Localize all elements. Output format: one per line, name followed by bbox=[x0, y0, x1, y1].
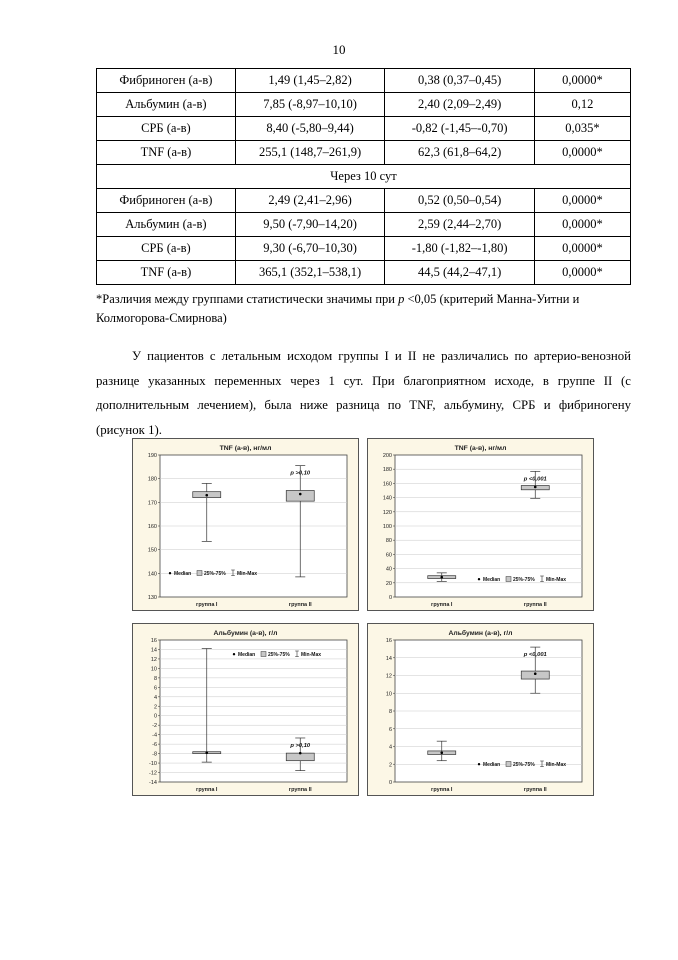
iqr-box bbox=[521, 671, 549, 679]
x-tick-label: группа I bbox=[196, 602, 218, 608]
y-tick-label: 2 bbox=[153, 704, 157, 711]
y-tick-label: 130 bbox=[147, 595, 157, 601]
median-point bbox=[440, 576, 443, 579]
y-tick-label: 180 bbox=[382, 467, 392, 474]
legend-box-label: 25%-75% bbox=[204, 571, 226, 577]
p-value: 0,12 bbox=[534, 93, 630, 117]
group1-value: 7,85 (-8,97–10,10) bbox=[235, 93, 385, 117]
y-tick-label: 12 bbox=[150, 656, 157, 663]
y-tick-label: 4 bbox=[388, 744, 392, 751]
legend-range-label: Min-Max bbox=[237, 571, 257, 577]
footnote-p-symbol: p bbox=[398, 292, 405, 306]
p-value: 0,0000* bbox=[534, 141, 630, 165]
legend-range-label: Min-Max bbox=[546, 577, 566, 583]
group2-value: 0,52 (0,50–0,54) bbox=[385, 189, 535, 213]
legend-box-marker bbox=[261, 652, 266, 657]
group2-value: 62,3 (61,8–64,2) bbox=[385, 141, 535, 165]
y-tick-label: 160 bbox=[382, 481, 392, 488]
plot-area bbox=[160, 640, 347, 782]
y-tick-label: -14 bbox=[149, 780, 157, 786]
y-tick-label: 8 bbox=[388, 709, 392, 715]
row-label: Фибриноген (а-в) bbox=[97, 69, 236, 93]
table-row bbox=[97, 189, 631, 213]
chart-title: Альбумин (а-в), г/л bbox=[213, 630, 278, 637]
y-tick-label: 10 bbox=[385, 691, 392, 698]
y-tick-label: 100 bbox=[382, 524, 392, 530]
row-label: TNF (а-в) bbox=[97, 261, 236, 285]
footnote-before: *Различия между группами статистически значимы при bbox=[96, 292, 399, 306]
chart-albumin-lethal bbox=[132, 623, 359, 796]
y-tick-label: 10 bbox=[150, 666, 157, 673]
chart-tnf-lethal bbox=[132, 438, 359, 611]
row-label: СРБ (а-в) bbox=[97, 117, 236, 141]
y-tick-label: 16 bbox=[385, 638, 392, 644]
p-annotation: p >0,10 bbox=[290, 470, 311, 477]
x-tick-label: группа II bbox=[288, 787, 312, 793]
y-tick-label: 200 bbox=[382, 453, 392, 459]
table-body-10days bbox=[97, 189, 631, 285]
x-tick-label: группа II bbox=[288, 602, 312, 608]
results-paragraph: У пациентов с летальным исходом группы I и II не различались по артерио-венозной разнице указанных переменных через 1 сут. При благоприятном исходе, в группе II (с дополнительным лечением), была ниже разница по TNF, альбумину, СРБ и фибриногену (рисунок 1). bbox=[96, 349, 631, 437]
p-value: 0,0000* bbox=[534, 237, 630, 261]
p-value: 0,0000* bbox=[534, 189, 630, 213]
legend-box-label: 25%-75% bbox=[513, 577, 535, 583]
y-tick-label: 14 bbox=[385, 655, 392, 662]
group1-value: 9,50 (-7,90–14,20) bbox=[235, 213, 385, 237]
table-row bbox=[97, 237, 631, 261]
section-label: Через 10 сут bbox=[97, 165, 631, 189]
median-point bbox=[205, 494, 208, 497]
chart-title: Альбумин (а-в), г/л bbox=[448, 630, 513, 637]
legend-box-marker bbox=[506, 577, 511, 582]
legend-median-label: Median bbox=[483, 762, 501, 768]
legend-median-marker bbox=[478, 578, 480, 580]
y-tick-label: 80 bbox=[385, 538, 392, 545]
legend-median-marker bbox=[478, 763, 480, 765]
legend-median-label: Median bbox=[174, 571, 192, 577]
chart-tnf-survivors bbox=[367, 438, 594, 611]
table-section-row bbox=[97, 165, 631, 189]
x-tick-label: группа I bbox=[431, 787, 453, 793]
y-tick-label: 6 bbox=[388, 726, 392, 733]
y-tick-label: 160 bbox=[147, 524, 157, 530]
row-label: СРБ (а-в) bbox=[97, 237, 236, 261]
p-annotation: p <0,001 bbox=[523, 652, 547, 659]
y-tick-label: 190 bbox=[147, 453, 157, 459]
chart-svg-tnf-survivors bbox=[368, 439, 593, 610]
y-tick-label: 140 bbox=[147, 571, 157, 578]
group2-value: 2,59 (2,44–2,70) bbox=[385, 213, 535, 237]
y-tick-label: 4 bbox=[153, 694, 157, 701]
legend-median-marker bbox=[233, 653, 235, 655]
legend-box-label: 25%-75% bbox=[268, 652, 290, 658]
group1-value: 365,1 (352,1–538,1) bbox=[235, 261, 385, 285]
chart-title: TNF (а-в), нг/мл bbox=[219, 445, 272, 452]
x-tick-label: группа II bbox=[523, 787, 547, 793]
median-point bbox=[205, 751, 208, 754]
page-number: 10 bbox=[332, 42, 346, 57]
y-tick-label: 140 bbox=[382, 495, 392, 502]
chart-title: TNF (а-в), нг/мл bbox=[454, 445, 507, 452]
p-value: 0,035* bbox=[534, 117, 630, 141]
y-tick-label: 60 bbox=[385, 552, 392, 559]
y-tick-label: -2 bbox=[152, 723, 157, 730]
median-point bbox=[534, 672, 537, 675]
table-row bbox=[97, 141, 631, 165]
y-tick-label: -8 bbox=[152, 751, 157, 758]
group1-value: 2,49 (2,41–2,96) bbox=[235, 189, 385, 213]
table-row bbox=[97, 69, 631, 93]
row-label: TNF (а-в) bbox=[97, 141, 236, 165]
row-label: Альбумин (а-в) bbox=[97, 213, 236, 237]
legend-box-label: 25%-75% bbox=[513, 762, 535, 768]
x-tick-label: группа I bbox=[431, 602, 453, 608]
y-tick-label: 12 bbox=[385, 673, 392, 680]
y-tick-label: 120 bbox=[382, 509, 392, 516]
row-label: Фибриноген (а-в) bbox=[97, 189, 236, 213]
y-tick-label: 0 bbox=[388, 780, 392, 786]
table-footnote bbox=[96, 290, 636, 328]
p-value: 0,0000* bbox=[534, 69, 630, 93]
row-label: Альбумин (а-в) bbox=[97, 93, 236, 117]
iqr-box bbox=[286, 491, 314, 502]
group2-value: -0,82 (-1,45–-0,70) bbox=[385, 117, 535, 141]
median-point bbox=[534, 486, 537, 489]
legend-range-label: Min-Max bbox=[546, 762, 566, 768]
y-tick-label: -12 bbox=[149, 770, 157, 777]
y-tick-label: 170 bbox=[147, 500, 157, 507]
group2-value: -1,80 (-1,82–-1,80) bbox=[385, 237, 535, 261]
group1-value: 9,30 (-6,70–10,30) bbox=[235, 237, 385, 261]
median-point bbox=[299, 752, 302, 755]
table-row bbox=[97, 261, 631, 285]
legend-median-label: Median bbox=[238, 652, 256, 658]
chart-albumin-survivors bbox=[367, 623, 594, 796]
y-tick-label: -6 bbox=[152, 742, 157, 749]
footnote-after: <0,05 (критерий Манна-Уитни и Колмогорова-Смирнова) bbox=[96, 292, 580, 325]
group1-value: 8,40 (-5,80–9,44) bbox=[235, 117, 385, 141]
group2-value: 44,5 (44,2–47,1) bbox=[385, 261, 535, 285]
table-section bbox=[97, 165, 631, 189]
group2-value: 0,38 (0,37–0,45) bbox=[385, 69, 535, 93]
y-tick-label: 2 bbox=[388, 762, 392, 769]
p-annotation: p <0,001 bbox=[523, 476, 547, 483]
y-tick-label: 40 bbox=[385, 566, 392, 573]
chart-svg-tnf-lethal bbox=[133, 439, 358, 610]
table-row bbox=[97, 213, 631, 237]
y-tick-label: -10 bbox=[149, 761, 157, 768]
y-tick-label: 0 bbox=[388, 595, 392, 601]
y-tick-label: -4 bbox=[152, 732, 157, 739]
table-row bbox=[97, 117, 631, 141]
y-tick-label: 8 bbox=[153, 675, 157, 682]
group1-value: 255,1 (148,7–261,9) bbox=[235, 141, 385, 165]
y-tick-label: 180 bbox=[147, 476, 157, 483]
legend-median-marker bbox=[169, 572, 171, 574]
y-tick-label: 20 bbox=[385, 580, 392, 587]
p-value: 0,0000* bbox=[534, 261, 630, 285]
median-point bbox=[440, 751, 443, 754]
y-tick-label: 0 bbox=[153, 713, 157, 720]
table-body-1day bbox=[97, 69, 631, 165]
legend-median-label: Median bbox=[483, 577, 501, 583]
legend-box-marker bbox=[506, 762, 511, 767]
y-tick-label: 150 bbox=[147, 547, 157, 554]
results-table bbox=[96, 68, 631, 285]
p-annotation: p >0,10 bbox=[290, 742, 311, 749]
chart-svg-albumin-lethal bbox=[133, 624, 358, 795]
y-tick-label: 16 bbox=[150, 638, 157, 644]
p-value: 0,0000* bbox=[534, 213, 630, 237]
legend-range-label: Min-Max bbox=[301, 652, 321, 658]
x-tick-label: группа I bbox=[196, 787, 218, 793]
y-tick-label: 14 bbox=[150, 647, 157, 654]
median-point bbox=[299, 493, 302, 496]
legend-box-marker bbox=[197, 571, 202, 576]
y-tick-label: 6 bbox=[153, 685, 157, 692]
group2-value: 2,40 (2,09–2,49) bbox=[385, 93, 535, 117]
group1-value: 1,49 (1,45–2,82) bbox=[235, 69, 385, 93]
x-tick-label: группа II bbox=[523, 602, 547, 608]
table-row bbox=[97, 93, 631, 117]
chart-svg-albumin-survivors bbox=[368, 624, 593, 795]
